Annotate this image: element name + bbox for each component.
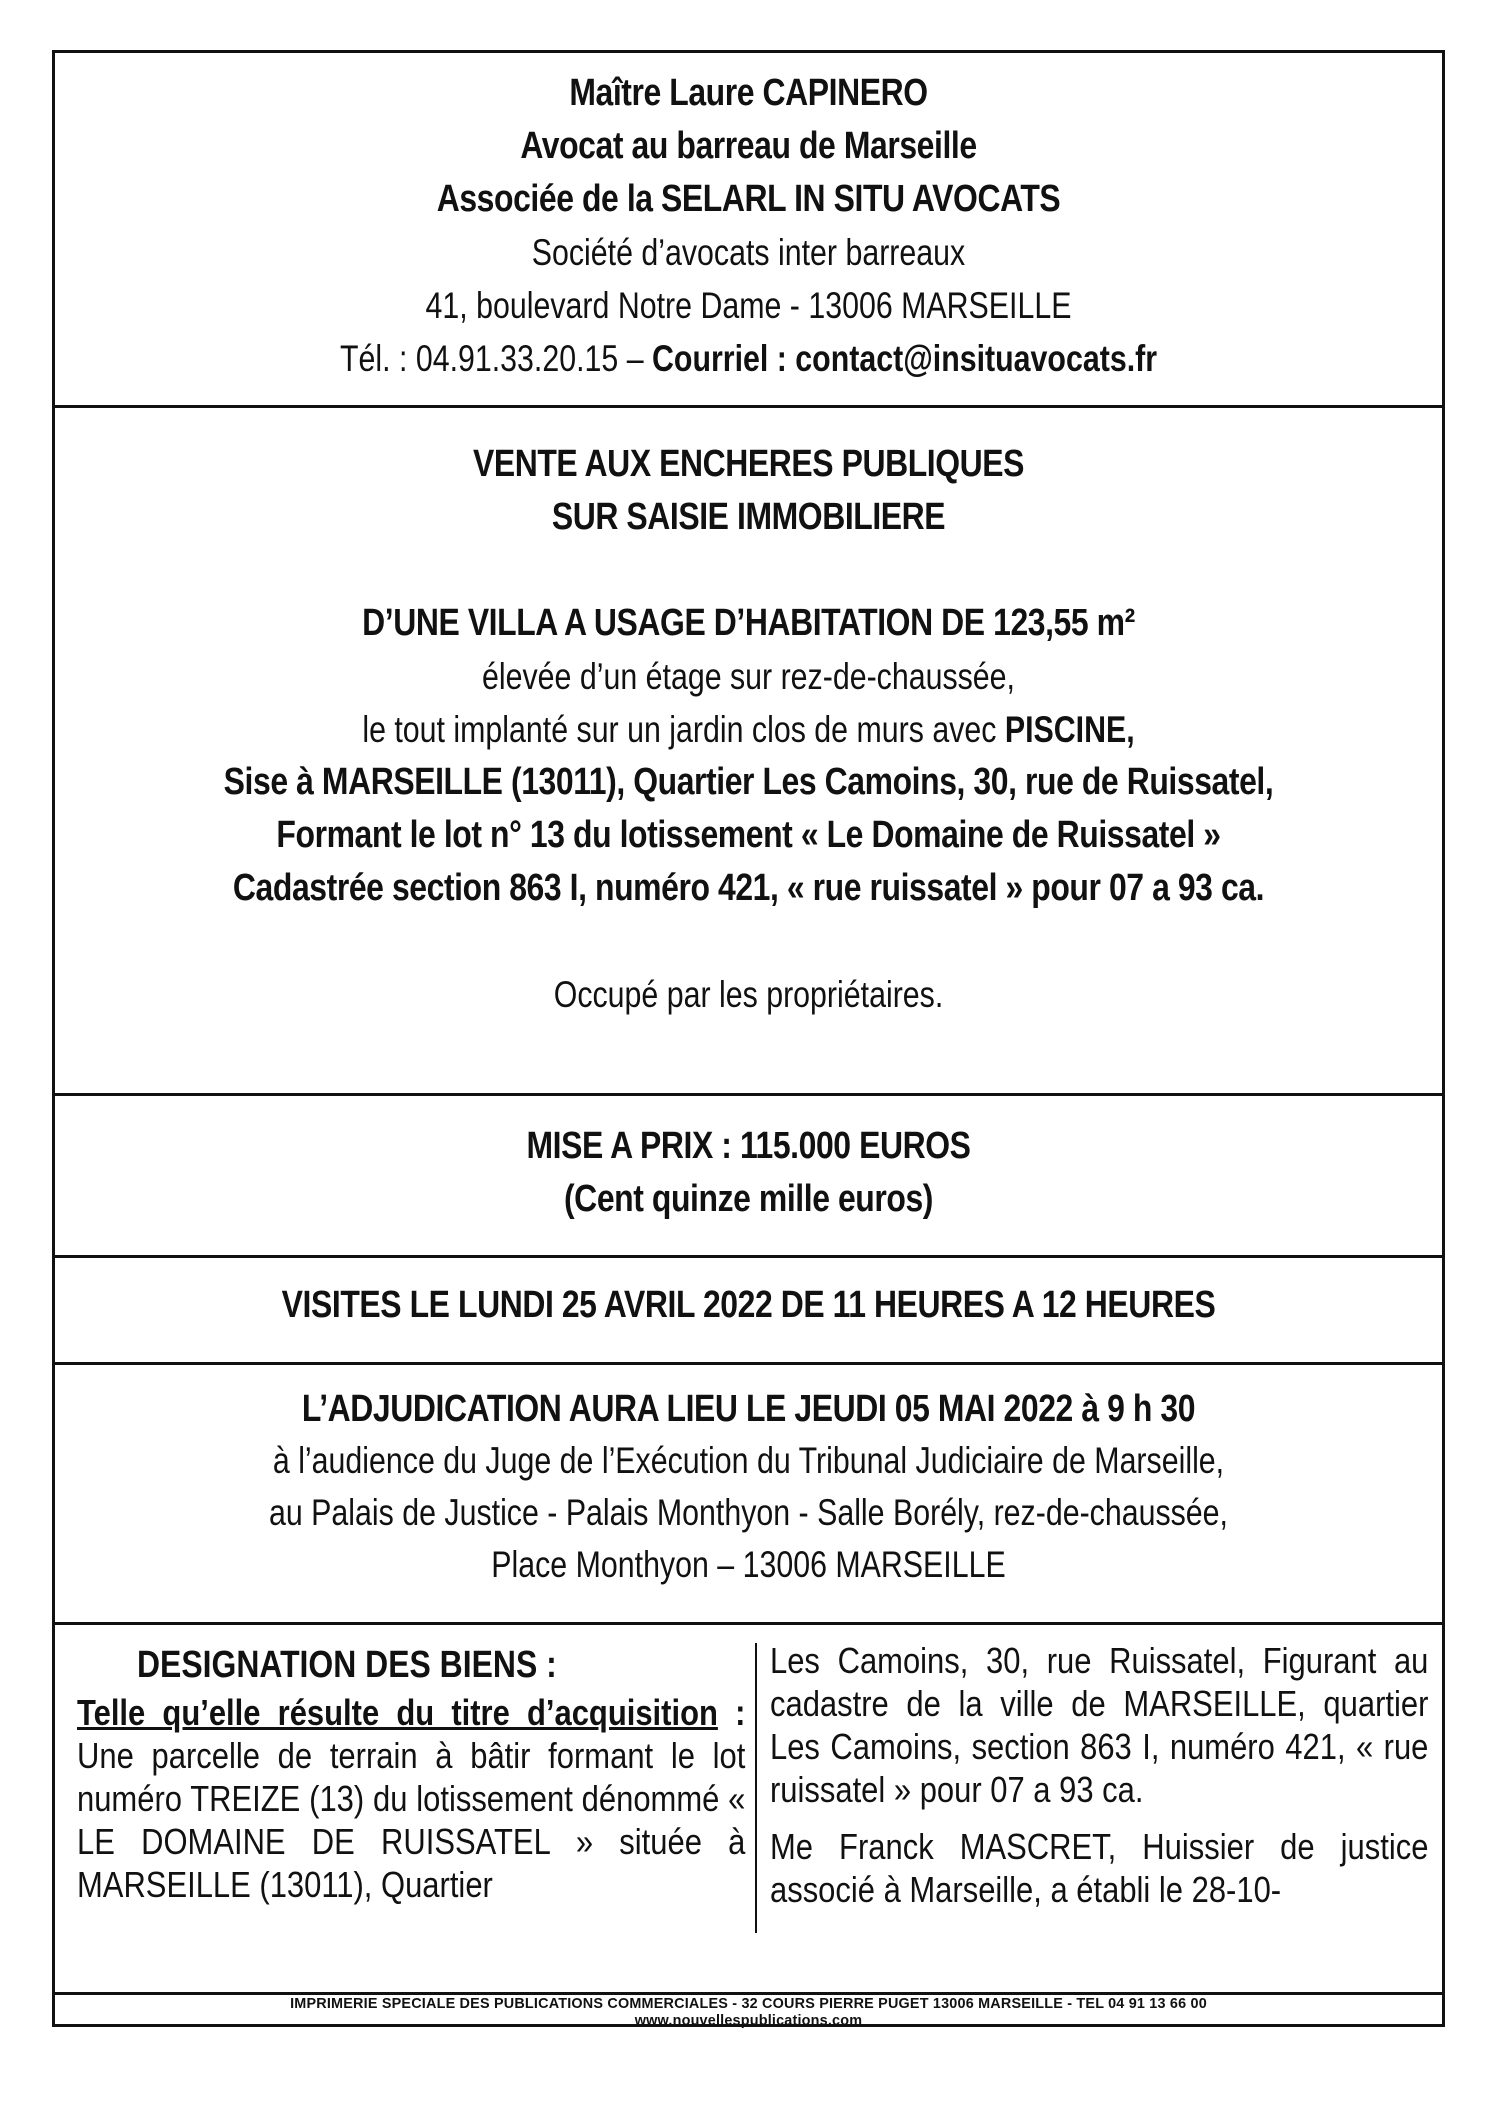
starting-price [55,1096,1442,1258]
firm-address: 41, boulevard Notre Dame - 13006 MARSEILLE [425,285,1072,326]
designation-left-body: Une parcelle de terrain à bâtir formant le lot numéro TREIZE (13) du lotissement dénommé « LE DOMAINE DE RUISSATEL » située à MARSEILLE (13011), Quartier [77,1735,746,1905]
designation-heading: DESIGNATION DES BIENS : [137,1644,557,1686]
designation-left-column [77,1625,747,1992]
adjudication-line-1: à l’audience du Juge de l’Exécution du Tribunal Judiciaire de Marseille, [272,1440,1225,1481]
contact-line [180,332,1317,385]
column-divider [755,1643,757,1933]
printer-info: IMPRIMERIE SPECIALE DES PUBLICATIONS COMMERCIALES - 32 COURS PIERRE PUGET 13006 MARSEILLE - TEL 04 91 13 66 00 [290,1995,1207,2012]
adjudication-line-2: au Palais de Justice - Palais Monthyon - Salle Borély, rez-de-chaussée, [269,1492,1228,1533]
price-amount: MISE A PRIX : 115.000 EUROS [526,1125,971,1167]
lawyer-name: Maître Laure CAPINERO [569,72,928,114]
phone: Tél. : 04.91.33.20.15 – [339,338,653,379]
villa-title: D’UNE VILLA A USAGE D’HABITATION DE 123,55 m² [362,602,1135,644]
sale-title-2: SUR SAISIE IMMOBILIERE [551,496,946,538]
designation-subheading: Telle qu’elle résulte du titre d’acquisition [77,1692,718,1733]
designation-right-column [770,1625,1430,1992]
printer-website[interactable]: www.nouvellespublications.com [634,2012,863,2029]
lawyer-title: Avocat au barreau de Marseille [520,125,977,167]
designation-right-text-1: Les Camoins, 30, rue Ruissatel, Figurant au cadastre de la ville de MARSEILLE, quartier Les Camoins, section 863 I, numéro 421, « rue ruissatel » pour 07 a 93 ca. [770,1640,1429,1810]
sale-title-1: VENTE AUX ENCHERES PUBLIQUES [472,443,1025,485]
announcement-frame [52,50,1445,2027]
lawyer-header [55,53,1442,408]
price-words: (Cent quinze mille euros) [563,1178,934,1220]
visits [55,1258,1442,1365]
villa-location: Sise à MARSEILLE (13011), Quartier Les Camoins, 30, rue de Ruissatel, [223,761,1274,803]
designation-section [55,1625,1442,1995]
adjudication [55,1365,1442,1625]
occupation: Occupé par les propriétaires. [553,974,944,1015]
firm-type: Société d’avocats inter barreaux [531,232,966,273]
adjudication-title: L’ADJUDICATION AURA LIEU LE JEUDI 05 MAI 2022 à 9 h 30 [301,1388,1196,1430]
visits-line: VISITES LE LUNDI 25 AVRIL 2022 DE 11 HEURES A 12 HEURES [281,1284,1216,1326]
designation-right-text-2: Me Franck MASCRET, Huissier de justice associé à Marseille, a établi le 28-10- [770,1826,1429,1910]
villa-desc-2: le tout implanté sur un jardin clos de murs avec PISCINE, [362,709,1135,750]
lawyer-association: Associée de la SELARL IN SITU AVOCATS [436,178,1061,220]
spacer [55,544,1442,597]
villa-lot: Formant le lot n° 13 du lotissement « Le Domaine de Ruissatel » [276,814,1221,856]
email: Courriel : contact@insituavocats.fr [652,338,1158,379]
designation-left-text: Telle qu’elle résulte du titre d’acquisition : Une parcelle de terrain à bâtir formant le lot numéro TREIZE (13) du lotissement dénommé « LE DOMAINE DE RUISSATEL » située à MARSEILLE (13011), Quartier [77,1692,746,1905]
printer-footer [55,1995,1442,2030]
villa-desc-1: élevée d’un étage sur rez-de-chaussée, [482,656,1015,697]
adjudication-line-3: Place Monthyon – 13006 MARSEILLE [491,1544,1006,1585]
spacer [55,915,1442,968]
villa-cadastre: Cadastrée section 863 I, numéro 421, « rue ruissatel » pour 07 a 93 ca. [232,867,1265,909]
sale-description [55,408,1442,1096]
